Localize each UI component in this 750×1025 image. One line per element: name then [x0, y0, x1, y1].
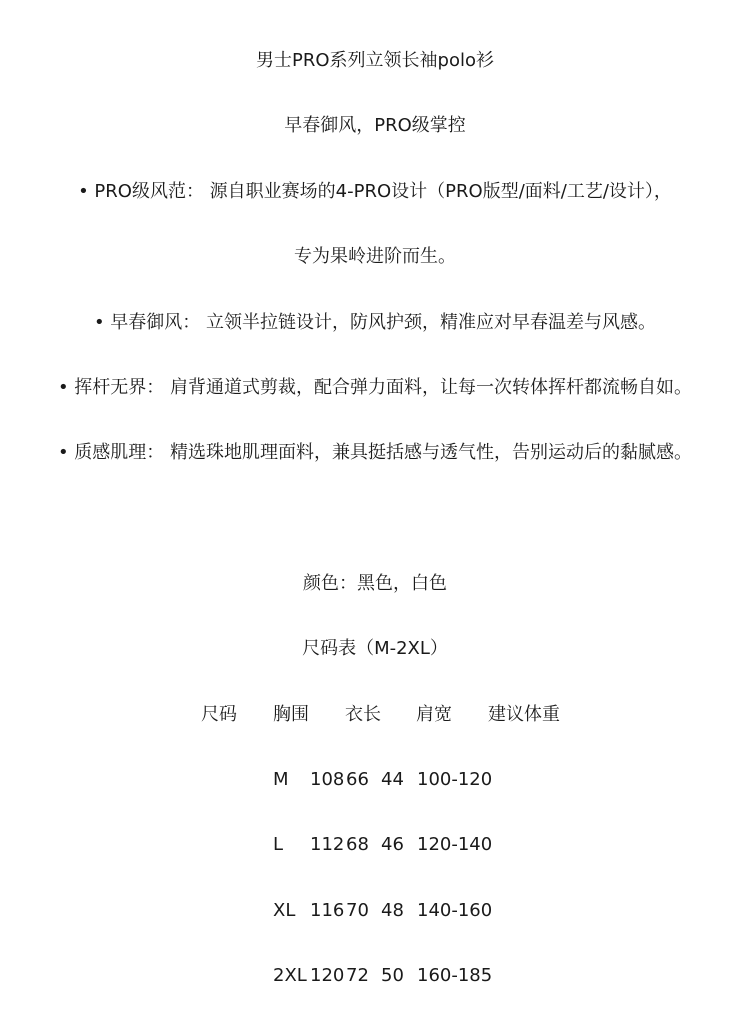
product-subtitle: 早春御风，PRO级掌控 [284, 115, 466, 136]
cell-shoulder: 44 [381, 769, 404, 790]
table-row [0, 833, 750, 857]
cell-chest: 112 [310, 834, 345, 855]
feature-pro-continued: 专为果岭进阶而生。 [294, 246, 456, 267]
cell-chest: 108 [310, 769, 345, 790]
cell-size: 2XL [273, 965, 307, 986]
product-title: 男士PRO系列立领长袖polo衫 [256, 50, 494, 71]
cell-shoulder: 48 [381, 900, 404, 921]
cell-length: 72 [346, 965, 369, 986]
feature-pro: • PRO级风范： 源自职业赛场的4-PRO设计（PRO版型/面料/工艺/设计）， [78, 181, 672, 202]
cell-weight: 100-120 [417, 769, 493, 790]
size-chart-title: 尺码表（M-2XL） [302, 638, 448, 659]
header-size: 尺码 [201, 704, 237, 725]
table-row [0, 899, 750, 923]
header-length: 衣长 [345, 704, 381, 725]
cell-weight: 120-140 [417, 834, 493, 855]
cell-size: XL [273, 900, 296, 921]
cell-length: 66 [346, 769, 369, 790]
color-options: 颜色：黑色，白色 [303, 573, 447, 594]
header-weight: 建议体重 [488, 704, 560, 725]
cell-length: 68 [346, 834, 369, 855]
cell-length: 70 [346, 900, 369, 921]
cell-chest: 120 [310, 965, 345, 986]
table-row [0, 964, 750, 988]
table-row [0, 768, 750, 792]
cell-chest: 116 [310, 900, 345, 921]
cell-shoulder: 46 [381, 834, 404, 855]
cell-shoulder: 50 [381, 965, 404, 986]
feature-spring: • 早春御风： 立领半拉链设计，防风护颈，精准应对早春温差与风感。 [93, 312, 657, 333]
cell-size: M [273, 769, 289, 790]
cell-weight: 160-185 [417, 965, 493, 986]
feature-swing: • 挥杆无界： 肩背通道式剪裁，配合弹力面料，让每一次转体挥杆都流畅自如。 [57, 377, 693, 398]
header-chest: 胸围 [273, 704, 309, 725]
feature-texture: • 质感肌理： 精选珠地肌理面料，兼具挺括感与透气性，告别运动后的黏腻感。 [57, 442, 693, 463]
header-shoulder: 肩宽 [416, 704, 452, 725]
cell-weight: 140-160 [417, 900, 493, 921]
cell-size: L [273, 834, 284, 855]
size-table-header [0, 703, 750, 727]
